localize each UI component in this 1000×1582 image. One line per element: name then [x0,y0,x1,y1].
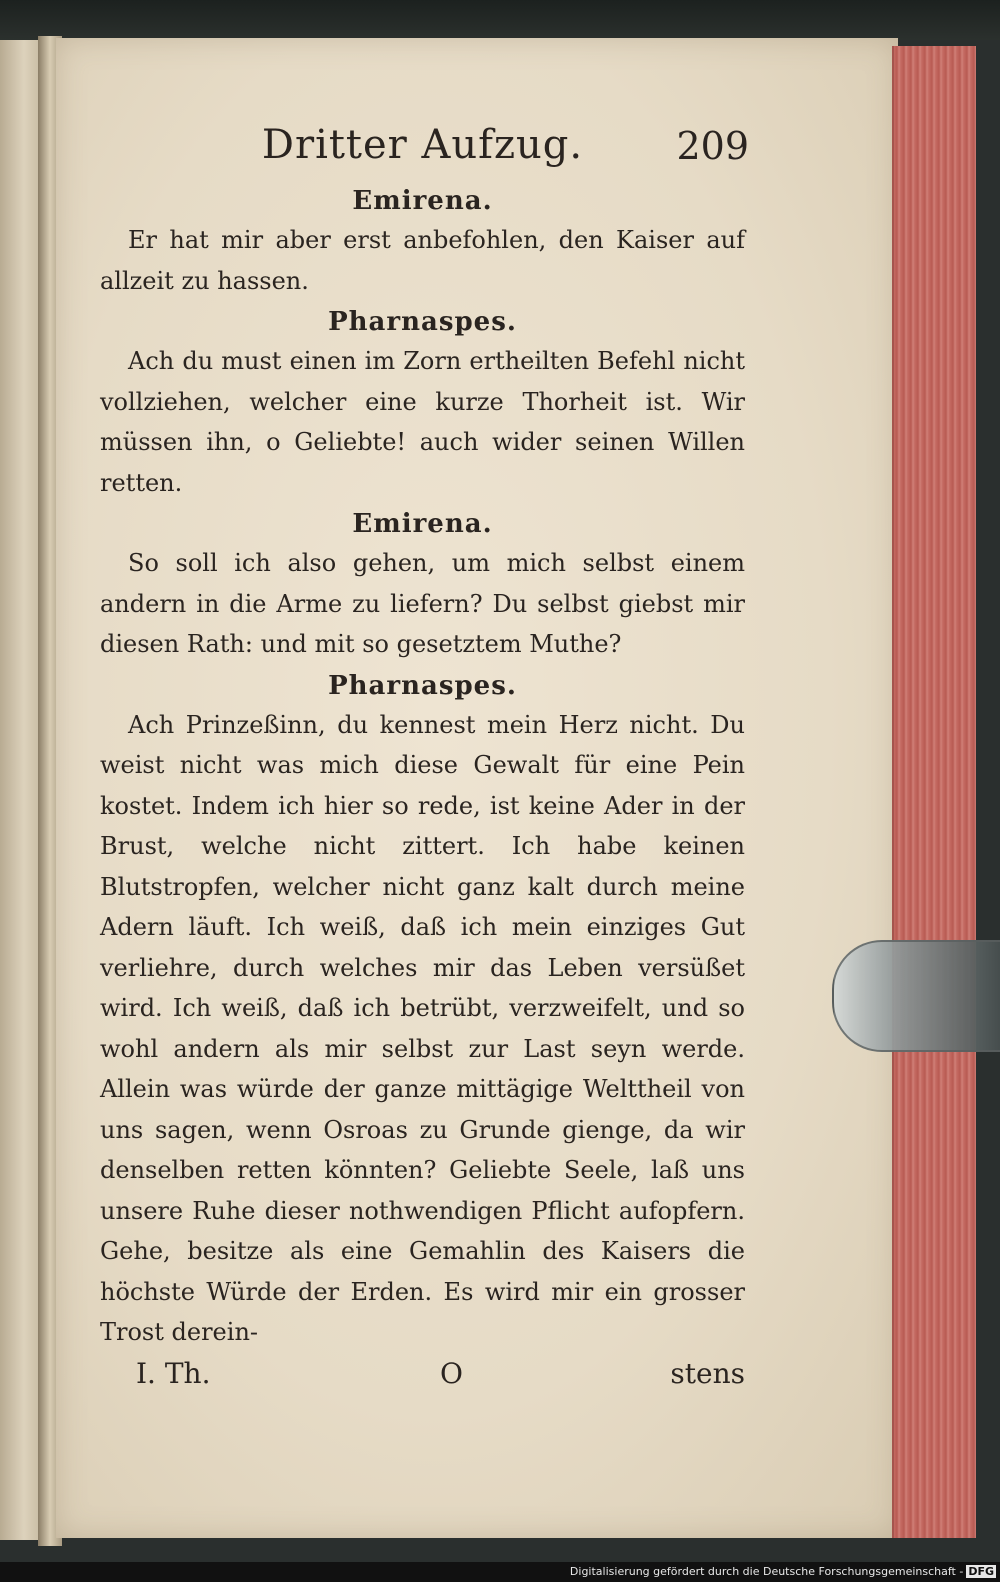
page-text [100,118,749,1401]
page-fore-edge [892,46,976,1538]
signature-mark: I. Th. [136,1356,211,1390]
page-number: 209 [676,124,749,168]
speaker-heading: Emirena. [352,186,493,216]
page-header [100,118,749,180]
dialogue-paragraph: Ach du must einen im Zorn ertheilten Befehl nicht vollziehen, welcher eine kurze Thorheit ist. Wir müssen ihn, o Geliebte! auch wider seinen Willen retten. [100,347,745,497]
signature-letter: O [440,1356,463,1390]
dialogue-paragraph: Ach Prinzeßinn, du kennest mein Herz nicht. Du weist nicht was mich diese Gewalt für eine Pein kostet. Indem ich hier so rede, ist keine Ader in der Brust, welche nicht zittert. Ich habe keinen Blutstropfen, welcher nicht ganz kalt durch meine Adern läuft. Ich weiß, daß ich mein einziges Gut verliehre, durch welches mir das Leben versüßet wird. Ich weiß, daß ich betrübt, verzweifelt, und so wohl andern als mir selbst zur Last seyn werde. Allein was würde der ganze mittägige Welttheil von uns sagen, wenn Osroas zu Grunde gienge, da wir denselben retten könnten? Geliebte Seele, laß uns unsere Ruhe dieser nothwendigen Pflicht aufopfern. Gehe, besitze als eine Gemahlin des Kaisers die höchste Würde der Erden. Es wird mir ein grosser Trost derein- [100,710,745,1346]
page-footer-line [100,1357,745,1401]
digitization-credit [0,1562,1000,1582]
dialogue-paragraph: Er hat mir aber erst anbefohlen, den Kaiser auf allzeit zu hassen. [100,226,745,295]
speaker-heading: Pharnaspes. [328,670,517,701]
dfg-logo: DFG [968,1565,994,1578]
facing-page-edge [0,40,40,1540]
background [0,0,1000,40]
credit-text: Digitalisierung gefördert durch die Deutsche Forschungsgemeinschaft - [569,1565,964,1578]
page-clip [832,940,1000,1052]
speaker-heading: Emirena. [352,509,493,539]
speaker-heading: Pharnaspes. [328,307,517,337]
running-title: Dritter Aufzug. [261,122,584,168]
catchword: stens [670,1356,745,1390]
dialogue-paragraph: So soll ich also gehen, um mich selbst einem andern in die Arme zu liefern? Du selbst giebst mir diesen Rath: und mit so gesetztem Muthe? [100,549,745,658]
